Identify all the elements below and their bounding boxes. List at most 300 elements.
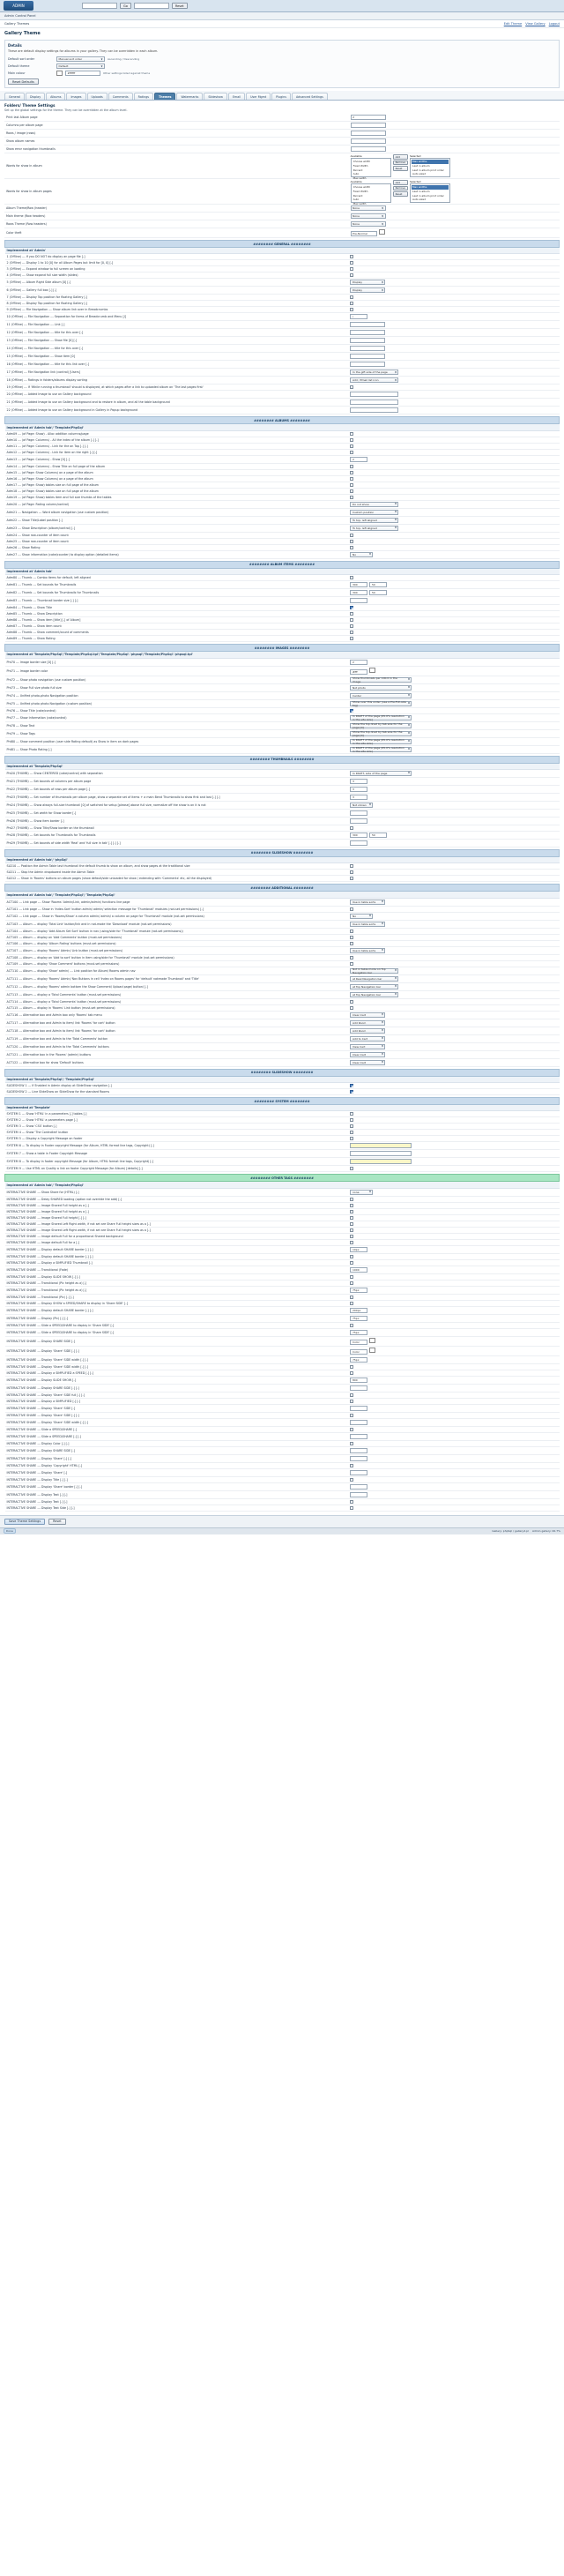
option-control [351, 214, 386, 218]
option-control [350, 907, 353, 911]
table-row [5, 273, 560, 279]
table-row [5, 777, 560, 785]
toolbar-reset-button[interactable]: Reset [172, 3, 188, 9]
checkbox[interactable] [350, 1241, 353, 1244]
checkbox[interactable] [350, 1137, 353, 1140]
table-row [5, 870, 560, 876]
dropdown[interactable] [350, 771, 412, 776]
list-item[interactable]: Max width [352, 201, 367, 205]
settings-tabs [0, 91, 564, 101]
checkbox[interactable] [350, 962, 353, 966]
text-input[interactable] [350, 1448, 367, 1453]
list-item[interactable]: Max width [352, 175, 367, 180]
option-label: Pht75 --- Unified photo photo Navigation (custom position) [5, 699, 349, 707]
checkbox[interactable] [350, 1371, 353, 1375]
checkbox[interactable] [350, 1442, 353, 1445]
tab-display[interactable]: Display [26, 93, 45, 100]
save-theme-settings-button[interactable]: Save Theme Settings [4, 1519, 45, 1525]
tab-plugins[interactable]: Plugins [271, 93, 291, 100]
section-subtitle-row [5, 1105, 560, 1111]
text-input[interactable]: 75px [350, 1357, 367, 1363]
option-label: ACT106 --- Album --- display 'Album Rating' buttons (must-set permissions) [5, 940, 349, 946]
tab-comments[interactable]: Comments [108, 93, 133, 100]
status-admin-info: Admin gallery: 00.7% [531, 1529, 560, 1534]
dropdown[interactable] [350, 685, 412, 691]
checkbox[interactable] [350, 385, 353, 389]
checkbox[interactable] [350, 308, 353, 311]
dropdown[interactable] [350, 922, 385, 927]
option-control-cell [348, 575, 559, 581]
option-control-cell [348, 1346, 559, 1355]
dropdown[interactable] [350, 992, 398, 997]
list-item[interactable]: Max widths [412, 160, 449, 164]
reset-defaults-button[interactable]: Reset Defaults [8, 78, 39, 85]
checkbox[interactable] [350, 1302, 353, 1305]
dropdown-value: Use in table sorts [352, 922, 376, 926]
text-input[interactable]: Pre-Normal [351, 231, 377, 236]
chevron-down-icon: ▼ [368, 1191, 371, 1194]
table-row [5, 831, 560, 839]
checkbox[interactable] [350, 1414, 353, 1417]
available-column [351, 180, 391, 203]
available-listbox[interactable] [351, 158, 391, 180]
text-input[interactable] [350, 1470, 367, 1475]
list-item[interactable]: Choose width [352, 160, 371, 164]
option-control-cell [348, 1202, 559, 1208]
list-item[interactable]: Last in album [412, 190, 430, 193]
selected-listbox[interactable] [410, 183, 450, 203]
checkbox[interactable] [350, 1090, 353, 1094]
dropdown[interactable] [350, 677, 412, 683]
text-input[interactable]: #fff [350, 669, 367, 675]
dropdown[interactable] [350, 900, 385, 905]
text-input[interactable]: 1000 [350, 1267, 367, 1273]
dropdown[interactable] [350, 287, 385, 293]
text-input[interactable]: 75px [350, 1288, 367, 1293]
checkbox[interactable] [350, 1281, 353, 1285]
tab-user-mgmt[interactable]: User Mgmt [246, 93, 271, 100]
dropdown[interactable] [350, 1044, 385, 1049]
color-swatch[interactable] [369, 668, 375, 673]
dropdown[interactable] [350, 526, 398, 531]
option-label: ACT119 --- Alternative box and Admin to the 'Total Comments' button [5, 1034, 349, 1042]
available-listbox[interactable] [351, 183, 391, 203]
tab-uploads[interactable]: Uploads [87, 93, 108, 100]
toolbar-input-1[interactable] [82, 3, 117, 9]
transfer-button-add[interactable]: Add [393, 180, 408, 185]
text-input[interactable] [350, 399, 398, 405]
table-row [5, 266, 560, 273]
text-input[interactable] [350, 840, 367, 846]
dropdown[interactable] [350, 948, 385, 953]
dropdown[interactable] [350, 747, 412, 752]
transfer-button-remove[interactable]: Remove [393, 161, 408, 166]
link-logout[interactable]: Logout [548, 22, 560, 26]
checkbox[interactable] [350, 451, 353, 454]
dropdown[interactable] [350, 731, 412, 736]
checkbox[interactable] [350, 1167, 353, 1170]
checkbox[interactable] [350, 1124, 353, 1128]
text-input[interactable] [351, 146, 386, 152]
checkbox[interactable] [350, 709, 353, 713]
option-label: 3 (Offline) --- Expand window to full screen on loading [5, 266, 349, 273]
dropdown-value: Custom position [352, 510, 375, 514]
option-control-cell [349, 220, 560, 228]
checkbox[interactable] [350, 606, 353, 609]
dropdown[interactable] [350, 1028, 385, 1034]
checkbox[interactable] [350, 444, 353, 448]
text-input[interactable] [351, 131, 386, 136]
option-control [350, 1261, 353, 1265]
text-input[interactable]: Color [350, 1340, 367, 1345]
dropdown[interactable] [350, 1012, 385, 1018]
option-label: SYSTEM 9 --- Use HTML on Quality a link on footer Copyright Message (for Album) [details] [-] [5, 1166, 349, 1172]
color-value[interactable]: #ffffff [65, 71, 100, 76]
text-input[interactable]: 75px [350, 1316, 367, 1321]
dropdown[interactable] [350, 1052, 385, 1057]
checkbox[interactable] [350, 267, 353, 271]
dual-list [350, 154, 558, 180]
dropdown[interactable] [351, 213, 386, 219]
dropdown[interactable] [350, 739, 412, 744]
checkbox[interactable] [350, 1295, 353, 1299]
list-item[interactable]: Last in album print order [412, 193, 444, 198]
details-select[interactable] [56, 56, 105, 62]
checkbox[interactable] [350, 534, 353, 537]
table-row [5, 430, 560, 437]
dropdown[interactable] [350, 1190, 373, 1195]
dropdown[interactable] [350, 803, 373, 808]
text-input[interactable] [350, 1406, 367, 1411]
text-input-secondary[interactable]: 50 [369, 833, 387, 838]
checkbox[interactable] [350, 261, 353, 265]
list-item[interactable]: Auto [352, 172, 360, 176]
section-title: ######## THUMBNAILS ######## [5, 756, 560, 763]
text-input[interactable] [350, 1484, 367, 1490]
tab-email[interactable]: Email [228, 93, 245, 100]
tab-watermarks[interactable]: Watermarks [176, 93, 203, 100]
checkbox[interactable] [350, 1506, 353, 1510]
checkbox[interactable] [350, 432, 353, 436]
dropdown[interactable] [350, 984, 398, 989]
option-label: SYSTEM 4 --- Show 'The Controlled' button [5, 1130, 349, 1136]
table-row [4, 130, 560, 138]
option-control-cell [348, 870, 559, 876]
checkbox[interactable] [350, 618, 353, 622]
text-input[interactable] [350, 1434, 367, 1439]
list-item[interactable]: Fixed Width [352, 190, 368, 193]
list-item[interactable]: Choose width [352, 185, 371, 190]
table-row [5, 1058, 560, 1066]
details-row-label: Default theme [8, 64, 30, 69]
option-control [350, 737, 412, 745]
dropdown[interactable] [350, 370, 398, 375]
checkbox[interactable] [350, 1235, 353, 1238]
transfer-button-reset[interactable]: Reset [393, 191, 408, 197]
text-input[interactable]: 2 [350, 660, 367, 665]
checkbox[interactable] [350, 483, 353, 487]
option-control [350, 694, 412, 698]
link-view-gallery[interactable]: View Gallery [525, 22, 545, 26]
option-control [350, 576, 353, 579]
dropdown[interactable] [350, 518, 398, 523]
text-input[interactable] [350, 338, 385, 343]
checkbox[interactable] [350, 864, 353, 868]
section-subtitle: Implemented at 'Admin tab' [5, 568, 560, 574]
checkbox[interactable] [350, 930, 353, 933]
checkbox[interactable] [350, 631, 353, 634]
text-input[interactable] [350, 810, 367, 816]
checkbox[interactable] [350, 1084, 353, 1087]
text-input[interactable]: 300 [350, 833, 367, 838]
option-label: ACT113 --- Album --- display a 'Total Comments' button (must-set permissions) [5, 990, 349, 998]
table-row [5, 494, 560, 500]
option-control-cell [348, 954, 559, 960]
transfer-button-add[interactable]: Add [393, 154, 408, 160]
text-input[interactable]: 10px [350, 1247, 367, 1252]
text-input[interactable]: 300 [350, 590, 367, 595]
option-control-cell [348, 785, 559, 793]
checkbox[interactable] [350, 1464, 353, 1467]
option-control-cell [348, 1370, 559, 1376]
dropdown[interactable] [351, 221, 386, 227]
dropdown[interactable] [350, 1020, 385, 1026]
checkbox[interactable] [350, 1228, 353, 1232]
selected-listbox[interactable] [410, 158, 450, 177]
checkbox[interactable] [350, 1324, 353, 1327]
tab-general[interactable]: General [4, 93, 25, 100]
text-input[interactable] [350, 322, 385, 327]
tab-slideshow[interactable]: Slideshow [204, 93, 227, 100]
reset-button[interactable]: Reset [48, 1519, 65, 1525]
text-input[interactable] [350, 362, 385, 367]
toolbar-go-button[interactable]: Go [120, 3, 131, 9]
dropdown[interactable] [350, 510, 398, 515]
checkbox[interactable] [350, 576, 353, 579]
checkbox[interactable] [350, 1204, 353, 1207]
dropdown-value: No [352, 914, 357, 918]
text-input[interactable]: 2 [351, 115, 386, 120]
table-row [5, 1314, 560, 1322]
color-swatch[interactable] [369, 1338, 375, 1343]
dropdown[interactable] [350, 715, 412, 721]
color-swatch[interactable] [379, 229, 385, 235]
checkbox[interactable] [350, 1216, 353, 1220]
checkbox[interactable] [350, 1000, 353, 1004]
checkbox[interactable] [350, 1428, 353, 1431]
dropdown[interactable] [350, 502, 398, 507]
dropdown[interactable] [350, 693, 412, 698]
text-input[interactable]: 3 [350, 787, 367, 792]
text-input[interactable]: / [350, 314, 367, 319]
checkbox[interactable] [350, 496, 353, 499]
table-row [5, 793, 560, 801]
checkbox[interactable] [350, 302, 353, 305]
dropdown[interactable] [351, 205, 386, 211]
option-control [350, 721, 412, 729]
dropdown[interactable] [350, 1060, 385, 1065]
list-item[interactable]: Auto sized [412, 198, 427, 202]
checkbox[interactable] [350, 877, 353, 880]
option-control [350, 678, 412, 682]
text-input[interactable]: 75px [350, 1330, 367, 1335]
dropdown[interactable] [350, 968, 398, 974]
checkbox[interactable] [350, 1478, 353, 1482]
option-control [350, 1500, 353, 1504]
text-input[interactable]: 2 [350, 457, 367, 462]
text-input[interactable] [350, 1420, 367, 1425]
checkbox[interactable] [350, 1131, 353, 1134]
checkbox[interactable] [350, 1222, 353, 1226]
option-label: INTERACTIVE SHARE --- Display 'Share' [-] [-] [5, 1454, 349, 1462]
text-input[interactable] [350, 407, 398, 413]
app-logo: ADMIN [4, 1, 33, 11]
text-input[interactable] [350, 1143, 412, 1148]
text-input[interactable] [350, 1159, 412, 1164]
list-item[interactable]: Max widths [412, 185, 449, 190]
option-control [350, 1255, 353, 1258]
tab-images[interactable]: Images [66, 93, 85, 100]
list-item[interactable]: Last in album print order [412, 168, 444, 172]
list-item[interactable]: Auto sized [412, 172, 427, 176]
checkbox[interactable] [350, 489, 353, 493]
table-row [5, 809, 560, 817]
option-control [350, 949, 385, 952]
checkbox[interactable] [350, 1275, 353, 1279]
text-input-secondary[interactable]: 50 [369, 582, 387, 587]
option-control-cell [348, 1245, 559, 1253]
checkbox[interactable] [350, 1210, 353, 1213]
checkbox[interactable] [350, 255, 353, 258]
text-input[interactable]: 3 [350, 795, 367, 800]
text-input[interactable]: 800 [350, 1378, 367, 1383]
checkbox[interactable] [350, 870, 353, 874]
table-row [5, 321, 560, 329]
dropdown[interactable] [350, 280, 385, 285]
text-input[interactable] [350, 818, 367, 824]
checkbox[interactable] [350, 1400, 353, 1403]
option-control [350, 833, 387, 837]
checkbox[interactable] [350, 540, 353, 543]
list-item[interactable]: Auto [352, 198, 360, 202]
text-input[interactable]: 3 [350, 779, 367, 784]
text-input[interactable] [350, 1385, 367, 1391]
section-title: ######## SLIDESHOW ######## [5, 849, 560, 856]
color-swatch[interactable] [56, 71, 63, 76]
checkbox[interactable] [350, 1393, 353, 1397]
text-input[interactable]: Color [350, 1349, 367, 1355]
checkbox[interactable] [350, 942, 353, 945]
checkbox[interactable] [350, 465, 353, 468]
section-subtitle: Implemented at 'Admin tab'/ 'Template/PhpSql' [5, 424, 560, 430]
checkbox[interactable] [350, 624, 353, 628]
option-control-cell [348, 369, 559, 377]
text-input[interactable] [350, 1492, 367, 1497]
option-control [350, 1131, 353, 1134]
toolbar-input-2[interactable] [134, 3, 169, 9]
text-input-secondary[interactable]: 50 [369, 590, 387, 595]
text-input[interactable] [350, 598, 367, 603]
details-fields [8, 56, 556, 76]
table-row [5, 279, 560, 287]
dropdown[interactable] [350, 914, 373, 919]
tab-themes[interactable]: Themes [154, 93, 175, 100]
table-row [4, 114, 560, 122]
dropdown[interactable] [350, 552, 373, 557]
text-input[interactable] [350, 1456, 367, 1461]
list-item[interactable]: Fixed Width [352, 164, 368, 168]
checkbox[interactable] [350, 1261, 353, 1265]
checkbox[interactable] [350, 295, 353, 299]
list-item[interactable]: Percent [352, 168, 363, 172]
dropdown[interactable] [350, 377, 398, 383]
text-input[interactable] [350, 330, 385, 335]
dropdown[interactable] [350, 976, 398, 982]
checkbox[interactable] [350, 1006, 353, 1010]
text-input[interactable]: 200px [350, 1308, 367, 1313]
transfer-button-reset[interactable]: Reset [393, 166, 408, 171]
option-label: 4 (Offline) --- Show expand full size width (slides) [5, 273, 349, 279]
link-edit-theme[interactable]: Edit Theme [503, 22, 523, 26]
tab-ratings[interactable]: Ratings [134, 93, 153, 100]
checkbox[interactable] [350, 471, 353, 474]
transfer-button-remove[interactable]: Remove [393, 186, 408, 191]
checkbox[interactable] [350, 546, 353, 549]
checkbox[interactable] [350, 1500, 353, 1504]
checkbox[interactable] [350, 936, 353, 939]
dropdown[interactable] [350, 1036, 385, 1042]
text-input[interactable]: 300 [350, 582, 367, 587]
list-item[interactable]: Percent [352, 193, 363, 198]
option-control-cell [348, 337, 559, 345]
checkbox[interactable] [350, 477, 353, 481]
dropdown[interactable] [350, 701, 412, 706]
text-input[interactable] [350, 354, 385, 359]
text-input[interactable] [350, 392, 398, 397]
checkbox[interactable] [350, 956, 353, 959]
option-control [350, 699, 412, 707]
list-item[interactable]: Last in album [412, 164, 430, 168]
checkbox[interactable] [350, 1112, 353, 1116]
checkbox[interactable] [350, 1198, 353, 1201]
checkbox[interactable] [350, 637, 353, 640]
checkbox[interactable] [350, 1365, 353, 1369]
details-select[interactable] [56, 63, 105, 69]
tab-advanced-settings[interactable]: Advanced Settings [292, 93, 328, 100]
checkbox[interactable] [350, 1255, 353, 1258]
text-input[interactable] [350, 346, 385, 351]
option-label: Pht76 --- Show Title (cake/control) [5, 707, 349, 713]
text-input[interactable] [351, 123, 386, 128]
checkbox[interactable] [350, 438, 353, 442]
chevron-down-icon: ▼ [368, 553, 371, 556]
checkbox[interactable] [350, 612, 353, 616]
tab-albums[interactable]: Albums [46, 93, 65, 100]
text-input[interactable] [350, 1151, 412, 1156]
option-label: SYSTEM 8 --- To display in footer copyright Message (for Album, HTML format line tags, Copyright) [-] [5, 1158, 349, 1166]
color-swatch[interactable] [369, 1348, 375, 1353]
option-label: Show error navigation thumbnails [4, 146, 349, 153]
dropdown[interactable] [350, 723, 412, 728]
checkbox[interactable] [350, 273, 353, 277]
option-label: SLD10 --- Position the Admin Table last thumbnail the default thumb to show on album, and show pages at the traditional size [5, 863, 349, 870]
checkbox[interactable] [350, 826, 353, 830]
checkbox[interactable] [350, 907, 353, 911]
checkbox[interactable] [350, 1118, 353, 1122]
option-label: Adm10 --- (of Page: Columns) - All the index of the album [-] [-] [5, 437, 349, 443]
option-control-cell [348, 1280, 559, 1286]
text-input[interactable] [351, 138, 386, 144]
